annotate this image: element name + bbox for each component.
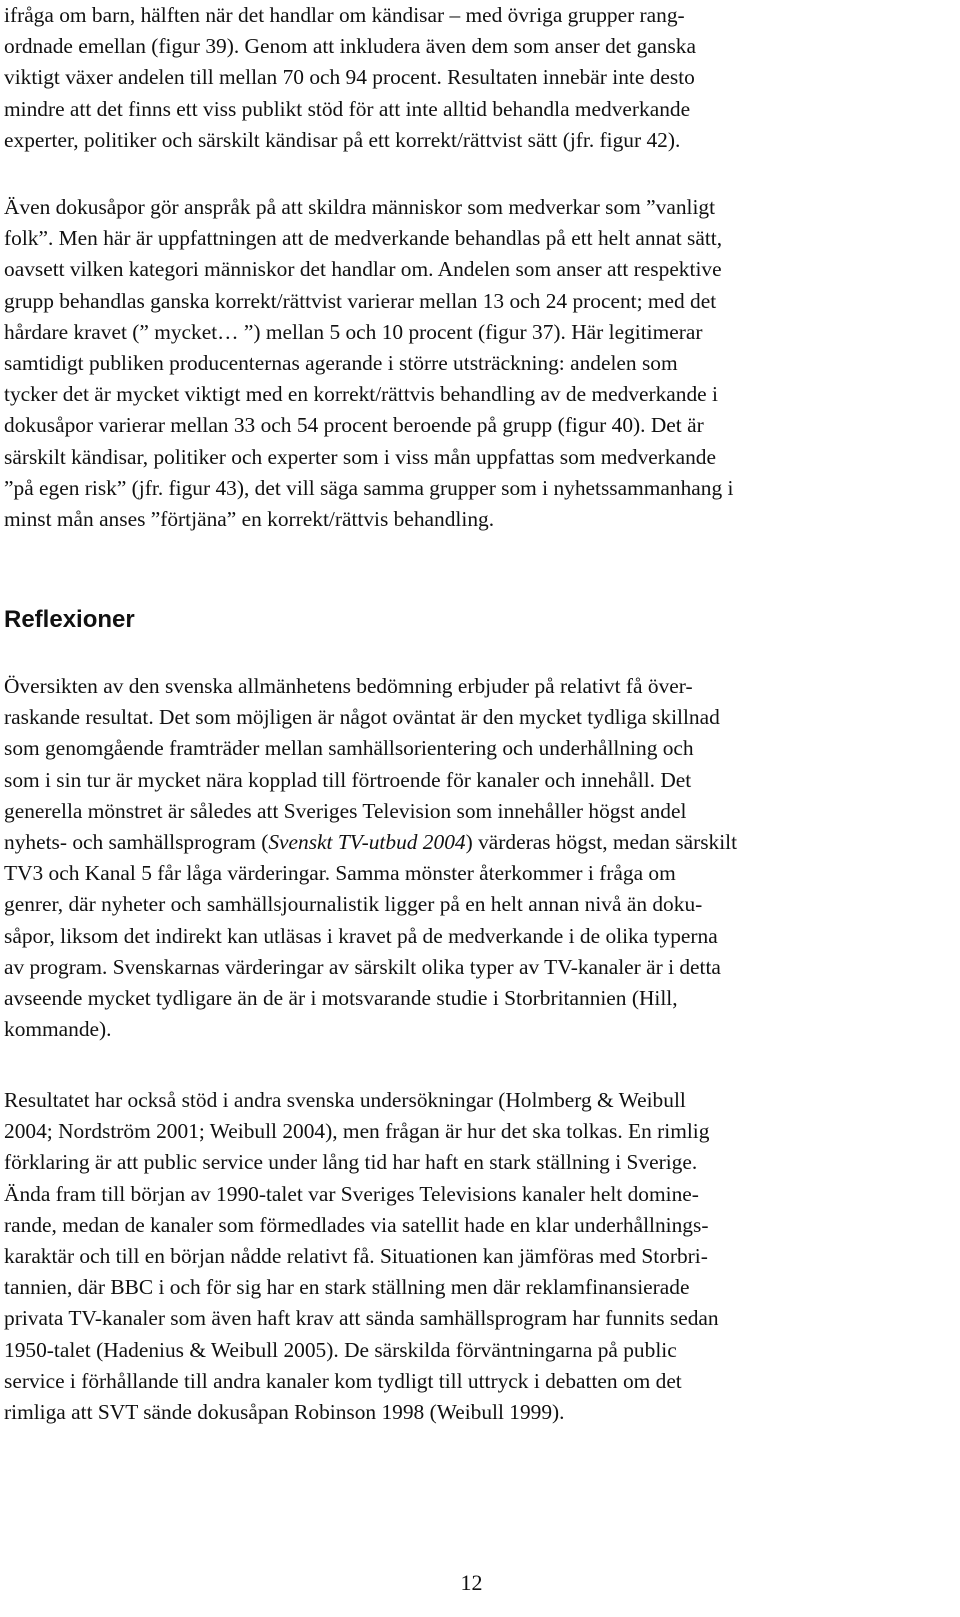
text-line: Ända fram till början av 1990-talet var Sveriges Televisions kanaler helt domine- (4, 1181, 699, 1206)
text-line: som genomgående framträder mellan samhällsorientering och underhållning och (4, 736, 694, 761)
text-line: ”på egen risk” (jfr. figur 43), det vill säga samma grupper som i nyhetssammanhang i (4, 475, 734, 500)
text-line: såpor, liksom det indirekt kan utläsas i kravet på de medverkande i de olika typerna (4, 923, 718, 948)
text-line: viktigt växer andelen till mellan 70 och 94 procent. Resultaten innebär inte desto (4, 65, 695, 90)
text-line: grupp behandlas ganska korrekt/rättvist varierar mellan 13 och 24 procent; med det (4, 288, 717, 313)
text-line: karaktär och till en början nådde relativt få. Situationen kan jämföras med Storbri- (4, 1244, 708, 1269)
text-line: Översikten av den svenska allmänhetens bedömning erbjuder på relativt få över- (4, 674, 693, 698)
paragraph-overview (4, 671, 737, 1045)
page-number: 12 (460, 1570, 483, 1595)
text-line: mindre att det finns ett viss publikt stöd för att inte alltid behandla medverkande (4, 96, 691, 121)
text-line: privata TV-kanaler som även haft krav att sända samhällsprogram har funnits sedan (4, 1306, 719, 1331)
text-line: rimliga att SVT sände dokusåpan Robinson 1998 (Weibull 1999). (4, 1400, 565, 1425)
text-line: dokusåpor varierar mellan 33 och 54 procent beroende på grupp (figur 40). Det är (4, 413, 704, 438)
paragraph-dokusapor (4, 192, 733, 535)
text-line: service i förhållande till andra kanaler kom tydligt till uttryck i debatten om det (4, 1368, 682, 1393)
text-line: TV3 och Kanal 5 får låga värderingar. Samma mönster återkommer i fråga om (4, 861, 676, 886)
text-line: experter, politiker och särskilt kändisar på ett korrekt/rättvist sätt (jfr. figur 42). (4, 127, 681, 152)
text-line: kommande). (4, 1017, 112, 1042)
section-heading: Reflexioner (4, 606, 135, 633)
text-line: raskande resultat. Det som möjligen är något oväntat är den mycket tydliga skillnad (4, 705, 720, 730)
text-line: tannien, där BBC i och för sig har en stark ställning men där reklamfinansierade (4, 1275, 690, 1300)
text-line: oavsett vilken kategori människor det handlar om. Andelen som anser att respektive (4, 257, 722, 282)
text-segment: ) värderas högst, medan särskilt (465, 830, 738, 855)
paragraph-audience-support (4, 0, 696, 156)
text-line: samtidigt publiken producenternas agerande i större utsträckning: andelen som (4, 351, 678, 376)
text-line: av program. Svenskarnas värderingar av särskilt olika typer av TV-kanaler är i detta (4, 954, 721, 979)
text-line: Även dokusåpor gör anspråk på att skildra människor som medverkar som ”vanligt (4, 195, 716, 219)
text-line: ordnade emellan (figur 39). Genom att inkludera även dem som anser det ganska (4, 34, 696, 59)
text-line: ifråga om barn, hälften när det handlar om kändisar – med övriga grupper rang- (4, 3, 685, 27)
text-line: 1950-talet (Hadenius & Weibull 2005). De särskilda förväntningarna på public (4, 1337, 677, 1362)
text-line: förklaring är att public service under lång tid har haft en stark ställning i Sverige. (4, 1150, 698, 1175)
text-line: folk”. Men här är uppfattningen att de medverkande behandlas på ett helt annat sätt, (4, 226, 723, 251)
text-line: generella mönstret är således att Sveriges Television som innehåller högst andel (4, 798, 687, 823)
italic-title: Svenskt TV-utbud 2004 (268, 830, 466, 855)
text-line (4, 827, 737, 858)
text-line: genrer, där nyheter och samhällsjournalistik ligger på en helt annan nivå än doku- (4, 892, 703, 917)
text-line: särskilt kändisar, politiker och experter som i viss mån uppfattas som medverkande (4, 444, 716, 469)
text-line: Resultatet har också stöd i andra svenska undersökningar (Holmberg & Weibull (4, 1088, 686, 1112)
text-line: tycker det är mycket viktigt med en korrekt/rättvis behandling av de medverkande i (4, 382, 718, 407)
text-line: som i sin tur är mycket nära kopplad till förtroende för kanaler och innehåll. Det (4, 767, 692, 792)
text-line: avseende mycket tydligare än de är i motsvarande studie i Storbritannien (Hill, (4, 986, 678, 1011)
text-line: minst mån anses ”förtjäna” en korrekt/rättvis behandling. (4, 507, 495, 532)
text-line: hårdare kravet (” mycket… ”) mellan 5 och 10 procent (figur 37). Här legitimerar (4, 319, 703, 344)
text-line: rande, medan de kanaler som förmedlades via satellit hade en klar underhållnings- (4, 1212, 709, 1237)
paragraph-public-service (4, 1085, 719, 1428)
text-line: 2004; Nordström 2001; Weibull 2004), men frågan är hur det ska tolkas. En rimlig (4, 1119, 710, 1144)
text-segment: nyhets- och samhällsprogram ( (4, 830, 269, 855)
